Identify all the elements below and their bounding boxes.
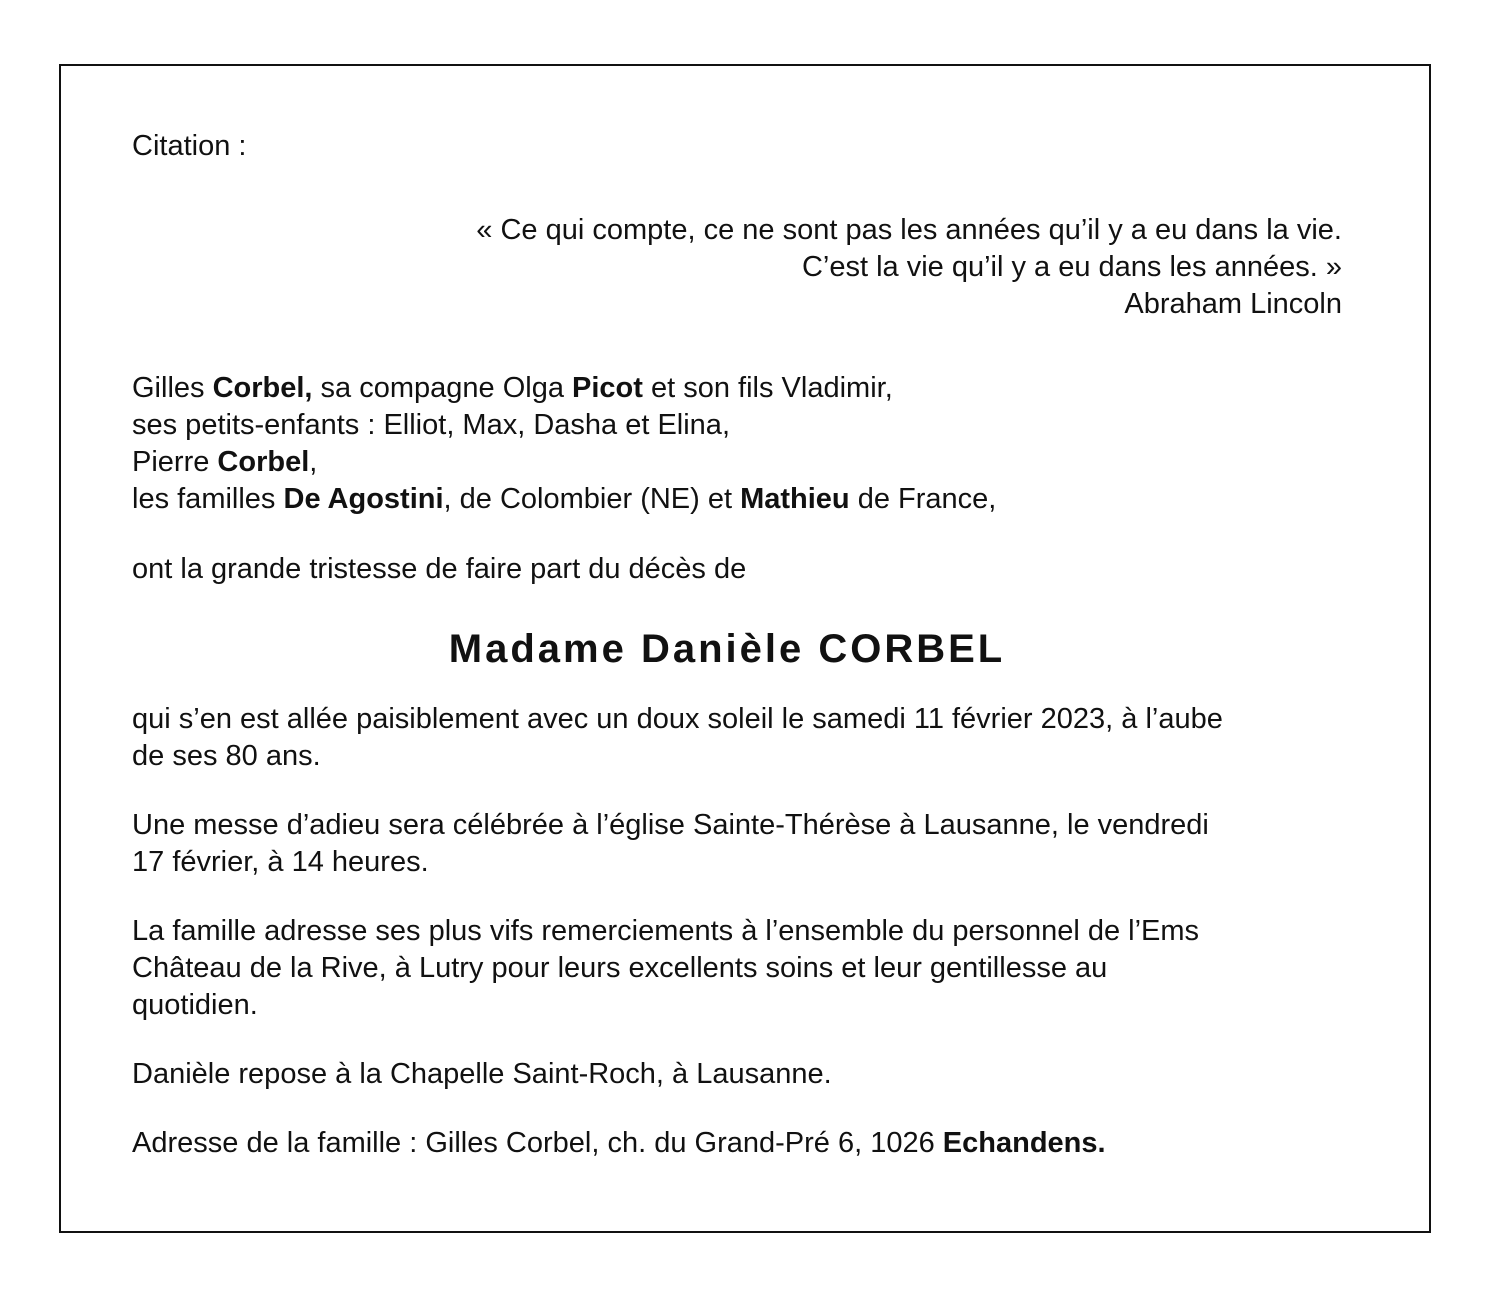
deceased-name: Madame Danièle CORBEL bbox=[448, 627, 1006, 671]
text-segment: Pierre bbox=[132, 446, 218, 478]
text-segment: et son fils Vladimir, bbox=[642, 372, 893, 404]
announcement-text: ont la grande tristesse de faire part du décès de bbox=[132, 553, 747, 585]
thanks-line-3: quotidien. bbox=[132, 989, 258, 1021]
surname-de-agostini: De Agostini bbox=[283, 483, 444, 515]
death-paragraph bbox=[132, 701, 1342, 775]
text-segment: , bbox=[309, 446, 318, 478]
families-line-4 bbox=[132, 481, 1342, 518]
text-segment: Gilles bbox=[132, 372, 213, 404]
surname-corbel: Corbel bbox=[217, 446, 310, 478]
quote-line-1: « Ce qui compte, ce ne sont pas les années qu’il y a eu dans la vie. bbox=[476, 214, 1342, 246]
thanks-line-2: Château de la Rive, à Lutry pour leurs excellents soins et leur gentillesse au bbox=[132, 952, 1108, 984]
text-segment: les familles bbox=[132, 483, 284, 515]
death-line-2: de ses 80 ans. bbox=[132, 740, 321, 772]
mass-paragraph bbox=[132, 807, 1342, 881]
text-segment: sa compagne Olga bbox=[312, 372, 573, 404]
families-line-3 bbox=[132, 444, 1342, 481]
thanks-line-1: La famille adresse ses plus vifs remerciements à l’ensemble du personnel de l’Ems bbox=[132, 915, 1200, 947]
citation-label: Citation : bbox=[132, 130, 247, 162]
thanks-paragraph bbox=[132, 913, 1342, 1024]
families-block bbox=[132, 370, 1342, 518]
mass-line-2: 17 février, à 14 heures. bbox=[132, 846, 429, 878]
surname-mathieu: Mathieu bbox=[740, 483, 850, 515]
surname-picot: Picot bbox=[572, 372, 643, 404]
rest-paragraph: Danièle repose à la Chapelle Saint-Roch, à Lausanne. bbox=[132, 1058, 832, 1090]
families-line-2: ses petits-enfants : Elliot, Max, Dasha et Elina, bbox=[132, 409, 730, 441]
quote-block bbox=[132, 212, 1342, 323]
death-line-1: qui s’en est allée paisiblement avec un doux soleil le samedi 11 février 2023, à l’aube bbox=[132, 703, 1223, 735]
family-address bbox=[132, 1125, 1342, 1162]
death-notice bbox=[132, 128, 1342, 1162]
quote-author: Abraham Lincoln bbox=[1124, 288, 1342, 320]
address-text: Adresse de la famille : Gilles Corbel, ch. du Grand-Pré 6, 1026 bbox=[132, 1127, 943, 1159]
mass-line-1: Une messe d’adieu sera célébrée à l’église Sainte-Thérèse à Lausanne, le vendredi bbox=[132, 809, 1209, 841]
surname-corbel: Corbel, bbox=[212, 372, 313, 404]
address-city: Echandens. bbox=[942, 1127, 1106, 1159]
text-segment: de France, bbox=[849, 483, 997, 515]
text-segment: , de Colombier (NE) et bbox=[443, 483, 741, 515]
families-line-1 bbox=[132, 370, 1342, 407]
quote-line-2: C’est la vie qu’il y a eu dans les années. » bbox=[801, 251, 1342, 283]
